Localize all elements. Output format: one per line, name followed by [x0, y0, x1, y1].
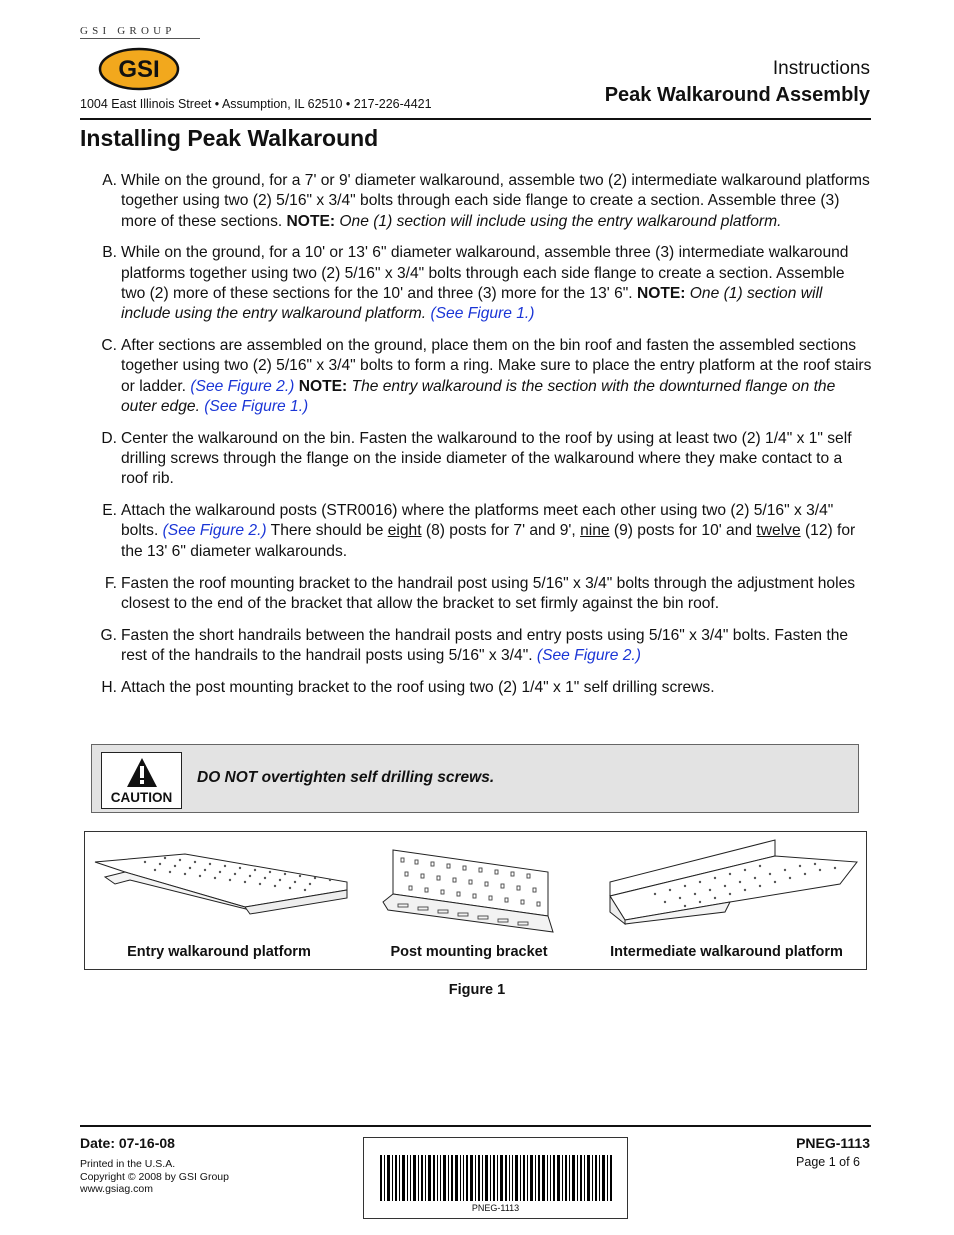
step-body: Fasten the short handrails between the handrail posts and entry posts using 5/16" x 3/4" bolts. Fasten the rest of the handrails to the handrail posts using 5/16" x 3/4". (See Figure 2.)	[121, 626, 849, 664]
step-letter: F.	[104, 574, 117, 592]
footer-divider	[80, 1125, 871, 1127]
step-body: After sections are assembled on the ground, place them on the bin roof and fasten the assembled sections together using two (2) 5/16" x 3/4" bolts to form a ring. Make sure to place the entry platform at the roof stairs or ladder. (See Figure 2.) NOTE: The entry walkaround is the section with the downturned flange on the outer edge. (See Figure 1.)	[121, 337, 872, 415]
doc-number: PNEG-1113	[796, 1135, 870, 1151]
step-body: While on the ground, for a 10' or 13' 6" diameter walkaround, assemble three (3) intermediate walkaround platforms together using two (2) 5/16" x 3/4" bolts through each side flange to create a section. Assemble two (2) more of these sections for the 10' and three (3) more for the 13' 6". NOTE: One (1) section will include using the entry walkaround platform. (See Figure 1.)	[121, 244, 849, 323]
barcode	[363, 1137, 628, 1219]
step-letter: E.	[102, 502, 117, 520]
figure-post-bracket	[353, 832, 585, 969]
step-letter: A.	[102, 172, 117, 189]
print-info	[80, 1158, 229, 1196]
step-c	[96, 336, 872, 417]
figure-link[interactable]: (See Figure 2.)	[536, 646, 641, 664]
step-h	[96, 678, 872, 698]
figure-link[interactable]: (See Figure 1.)	[204, 397, 309, 415]
caution-label: CAUTION	[110, 790, 173, 805]
group-name: GSI GROUP	[80, 25, 200, 39]
step-body: While on the ground, for a 7' or 9' diameter walkaround, assemble two (2) intermediate walkaround platforms together using two (2) 5/16" x 3/4" bolts through each side flange to create a section. Assemble three (3) more of these sections. NOTE: One (1) section will include using the entry walkaround platform.	[121, 172, 870, 230]
step-letter: B.	[102, 244, 117, 262]
post-bracket-illustration	[353, 832, 585, 942]
barcode-icon	[380, 1155, 612, 1201]
caution-text: DO NOT overtighten self drilling screws.	[197, 769, 495, 786]
logo-text: GSI	[118, 56, 160, 83]
figure-caption: Post mounting bracket	[390, 944, 548, 960]
figure-caption: Intermediate walkaround platform	[610, 944, 843, 960]
company-address: 1004 East Illinois Street • Assumption, IL 62510 • 217-226-4421	[80, 97, 432, 111]
figure-entry-platform	[85, 832, 353, 969]
step-letter: C.	[101, 337, 117, 355]
step-body: Center the walkaround on the bin. Fasten the walkaround to the roof by using at least two (2) 1/4" x 1" self drilling screws through the flange on the inside diameter of the walkaround where they make contact to a roof rib.	[121, 429, 852, 488]
gsi-logo-icon	[98, 47, 180, 91]
company-logo	[80, 25, 200, 83]
intermediate-platform-illustration	[585, 832, 868, 942]
step-body: Attach the post mounting bracket to the roof using two (2) 1/4" x 1" self drilling screws.	[121, 678, 715, 696]
step-b	[96, 243, 872, 324]
caution-badge	[101, 752, 182, 809]
section-title: Installing Peak Walkaround	[80, 125, 379, 151]
barcode-text: PNEG-1113	[471, 1203, 520, 1213]
figure-link[interactable]: (See Figure 2.)	[162, 522, 267, 540]
doc-type: Instructions	[772, 58, 870, 79]
step-letter: H.	[101, 678, 117, 696]
step-f	[96, 574, 872, 615]
step-letter: G.	[100, 626, 117, 644]
doc-title: Peak Walkaround Assembly	[604, 84, 870, 106]
step-e	[96, 501, 872, 562]
warning-triangle-icon	[126, 757, 158, 789]
entry-platform-illustration	[85, 832, 353, 942]
figure-1	[84, 831, 867, 970]
step-body: Attach the walkaround posts (STR0016) where the platforms meet each other using two (2) 5/16" x 3/4" bolts. (See Figure 2.) There should be eight (8) posts for 7' and 9', nine (9) posts for 10' and twelve (12) for the 13' 6" diameter walkarounds.	[121, 502, 856, 560]
step-body: Fasten the roof mounting bracket to the handrail post using 5/16" x 3/4" bolts through the adjustment holes closest to the end of the bracket that allow the bracket to set firmly against the bin roof.	[121, 574, 856, 612]
header-divider	[80, 118, 871, 120]
step-letter: D.	[101, 429, 117, 447]
figure-label: Figure 1	[448, 982, 506, 998]
page-number: Page 1 of 6	[796, 1155, 860, 1169]
figure-intermediate-platform	[585, 832, 868, 969]
doc-date: Date: 07-16-08	[80, 1135, 175, 1151]
figure-caption: Entry walkaround platform	[127, 944, 311, 960]
step-a	[96, 171, 872, 232]
copyright: Copyright © 2008 by GSI Group	[80, 1170, 229, 1183]
instruction-steps	[96, 171, 872, 710]
step-d	[96, 429, 872, 490]
printed-in: Printed in the U.S.A.	[80, 1158, 176, 1170]
website: www.gsiag.com	[80, 1183, 153, 1195]
figure-link[interactable]: (See Figure 2.)	[190, 377, 295, 395]
caution-box	[91, 744, 859, 813]
step-g	[96, 626, 872, 667]
figure-link[interactable]: (See Figure 1.)	[430, 305, 535, 323]
